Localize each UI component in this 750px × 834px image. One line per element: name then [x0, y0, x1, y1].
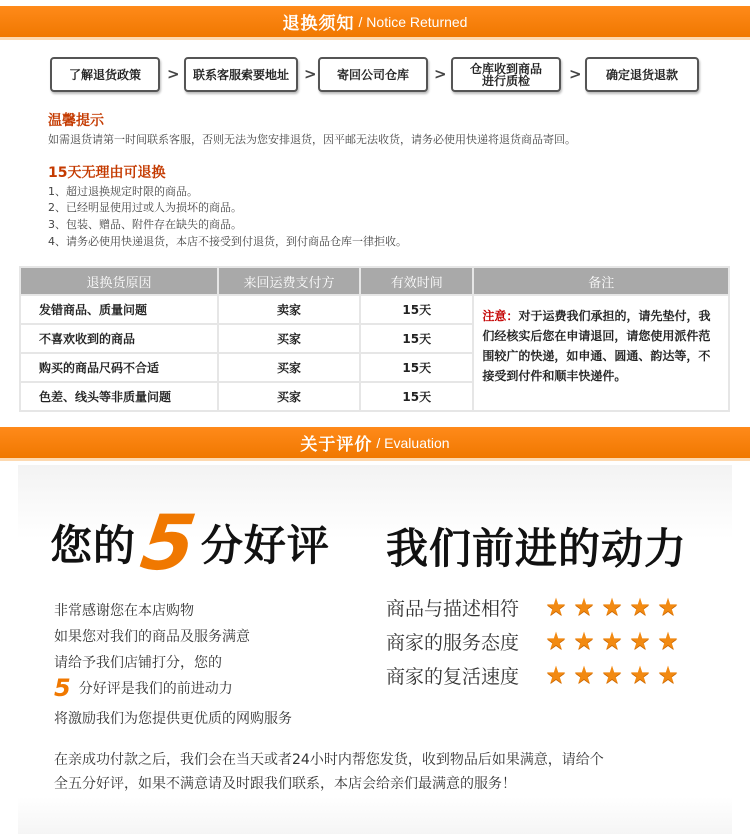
table-row — [21, 296, 728, 323]
return-policy-item: 2、已经明显使用过或人为损坏的商品。 — [48, 201, 242, 214]
table-header-notes: 备注 — [474, 268, 728, 294]
star-icon: ★ — [657, 661, 679, 689]
return-policy-table — [19, 266, 730, 412]
step-send-back — [318, 57, 428, 92]
note-text: 对于运费我们承担的，请先垫付，我们经核实后您在申请退回，请您使用派件范围较广的快递，如申通、圆通、韵达等，不接受到付件和顺丰快递件。 — [482, 309, 711, 383]
headline-five-star-review — [50, 498, 330, 587]
note-label: 注意： — [482, 309, 519, 323]
star-icon: ★ — [573, 593, 595, 621]
table-cell-reason: 不喜欢收到的商品 — [21, 325, 217, 352]
table-cell-reason: 色差、线头等非质量问题 — [21, 383, 217, 410]
table-header-row — [21, 268, 728, 294]
headline-motivation: 我们前进的动力 — [386, 524, 688, 573]
rating-stars — [542, 593, 682, 621]
headline-five-number: 5 — [135, 498, 202, 587]
step-understand-policy — [50, 57, 160, 92]
star-icon: ★ — [657, 627, 679, 655]
notice-title-en: / Notice Returned — [358, 13, 468, 30]
thanks-line: 非常感谢您在本店购物 — [54, 603, 194, 619]
notice-header-band — [0, 6, 750, 40]
thanks-line: 如果您对我们的商品及服务满意 — [54, 629, 250, 645]
star-icon: ★ — [601, 593, 623, 621]
rating-label: 商家的服务态度 — [386, 631, 520, 654]
step-arrow-icon: > — [167, 65, 180, 83]
table-cell-payer: 卖家 — [219, 296, 359, 323]
table-cell-period: 15天 — [361, 354, 472, 381]
rating-label: 商家的复活速度 — [386, 665, 520, 688]
thanks-line-text: 分好评是我们的前进动力 — [78, 681, 233, 697]
table-cell-reason: 购买的商品尺码不合适 — [21, 354, 217, 381]
evaluation-title-en: / Evaluation — [376, 434, 450, 451]
rating-stars — [542, 661, 682, 689]
evaluation-title-zh: 关于评价 — [300, 435, 373, 455]
star-icon: ★ — [545, 593, 567, 621]
closing-line: 全五分好评，如果不满意请及时跟我们联系，本店会给亲们最满意的服务！ — [54, 776, 516, 792]
return-policy-item: 1、超过退换规定时限的商品。 — [48, 185, 198, 198]
step-contact-service — [184, 57, 298, 92]
star-icon: ★ — [629, 593, 651, 621]
star-icon: ★ — [657, 593, 679, 621]
step-warehouse-inspect — [451, 57, 561, 92]
step-label: 确定退货退款 — [605, 67, 678, 82]
table-cell-payer: 买家 — [219, 383, 359, 410]
table-header-reason: 退换货原因 — [21, 268, 217, 294]
rating-row-description — [386, 593, 682, 621]
headline-part: 分好评 — [200, 521, 330, 570]
step-label: 联系客服索要地址 — [192, 67, 289, 82]
return-policy-item: 4、请务必使用快递退货，本店不接受到付退货，到付商品仓库一律拒收。 — [48, 235, 407, 248]
step-label: 了解退货政策 — [68, 67, 141, 82]
table-header-payer: 来回运费支付方 — [219, 268, 359, 294]
rating-row-service — [386, 627, 682, 655]
step-label: 寄回公司仓库 — [336, 67, 409, 82]
star-icon: ★ — [545, 661, 567, 689]
step-arrow-icon: > — [304, 65, 317, 83]
star-icon: ★ — [601, 627, 623, 655]
table-cell-reason: 发错商品、质量问题 — [21, 296, 217, 323]
table-cell-period: 15天 — [361, 325, 472, 352]
thanks-line: 请给予我们店铺打分，您的 — [54, 655, 222, 671]
warm-tip-text: 如需退货请第一时间联系客服，否则无法为您安排退货，因平邮无法收货，请务必使用快递将退货商品寄回。 — [48, 133, 576, 146]
step-arrow-icon: > — [569, 65, 582, 83]
star-icon: ★ — [573, 627, 595, 655]
return-process-steps — [50, 57, 710, 93]
table-cell-payer: 买家 — [219, 325, 359, 352]
star-icon: ★ — [629, 661, 651, 689]
table-header-period: 有效时间 — [361, 268, 472, 294]
step-label: 仓库收到商品进行质检 — [469, 61, 542, 88]
rating-label: 商品与描述相符 — [386, 597, 520, 620]
closing-line: 在亲成功付款之后，我们会在当天或者24小时内帮您发货，收到物品后如果满意，请给个 — [54, 752, 604, 768]
return-policy-item: 3、包装、赠品、附件存在缺失的商品。 — [48, 218, 242, 231]
notice-title-zh: 退换须知 — [282, 14, 355, 34]
headline-part: 您的 — [50, 521, 137, 570]
return-policy-title: 15天无理由可退换 — [48, 165, 166, 181]
evaluation-header-band — [0, 427, 750, 461]
thanks-line: 将激励我们为您提供更优质的网购服务 — [54, 711, 292, 727]
star-icon: ★ — [573, 661, 595, 689]
thanks-line — [54, 674, 233, 702]
thanks-five-number: 5 — [54, 674, 71, 702]
table-note-cell — [474, 296, 728, 410]
warm-tip-title: 温馨提示 — [48, 113, 104, 129]
rating-row-speed — [386, 661, 682, 689]
table-cell-payer: 买家 — [219, 354, 359, 381]
table-cell-period: 15天 — [361, 296, 472, 323]
star-icon: ★ — [629, 627, 651, 655]
table-cell-period: 15天 — [361, 383, 472, 410]
step-confirm-refund — [585, 57, 699, 92]
rating-stars — [542, 627, 682, 655]
star-icon: ★ — [601, 661, 623, 689]
step-arrow-icon: > — [434, 65, 447, 83]
star-icon: ★ — [545, 627, 567, 655]
